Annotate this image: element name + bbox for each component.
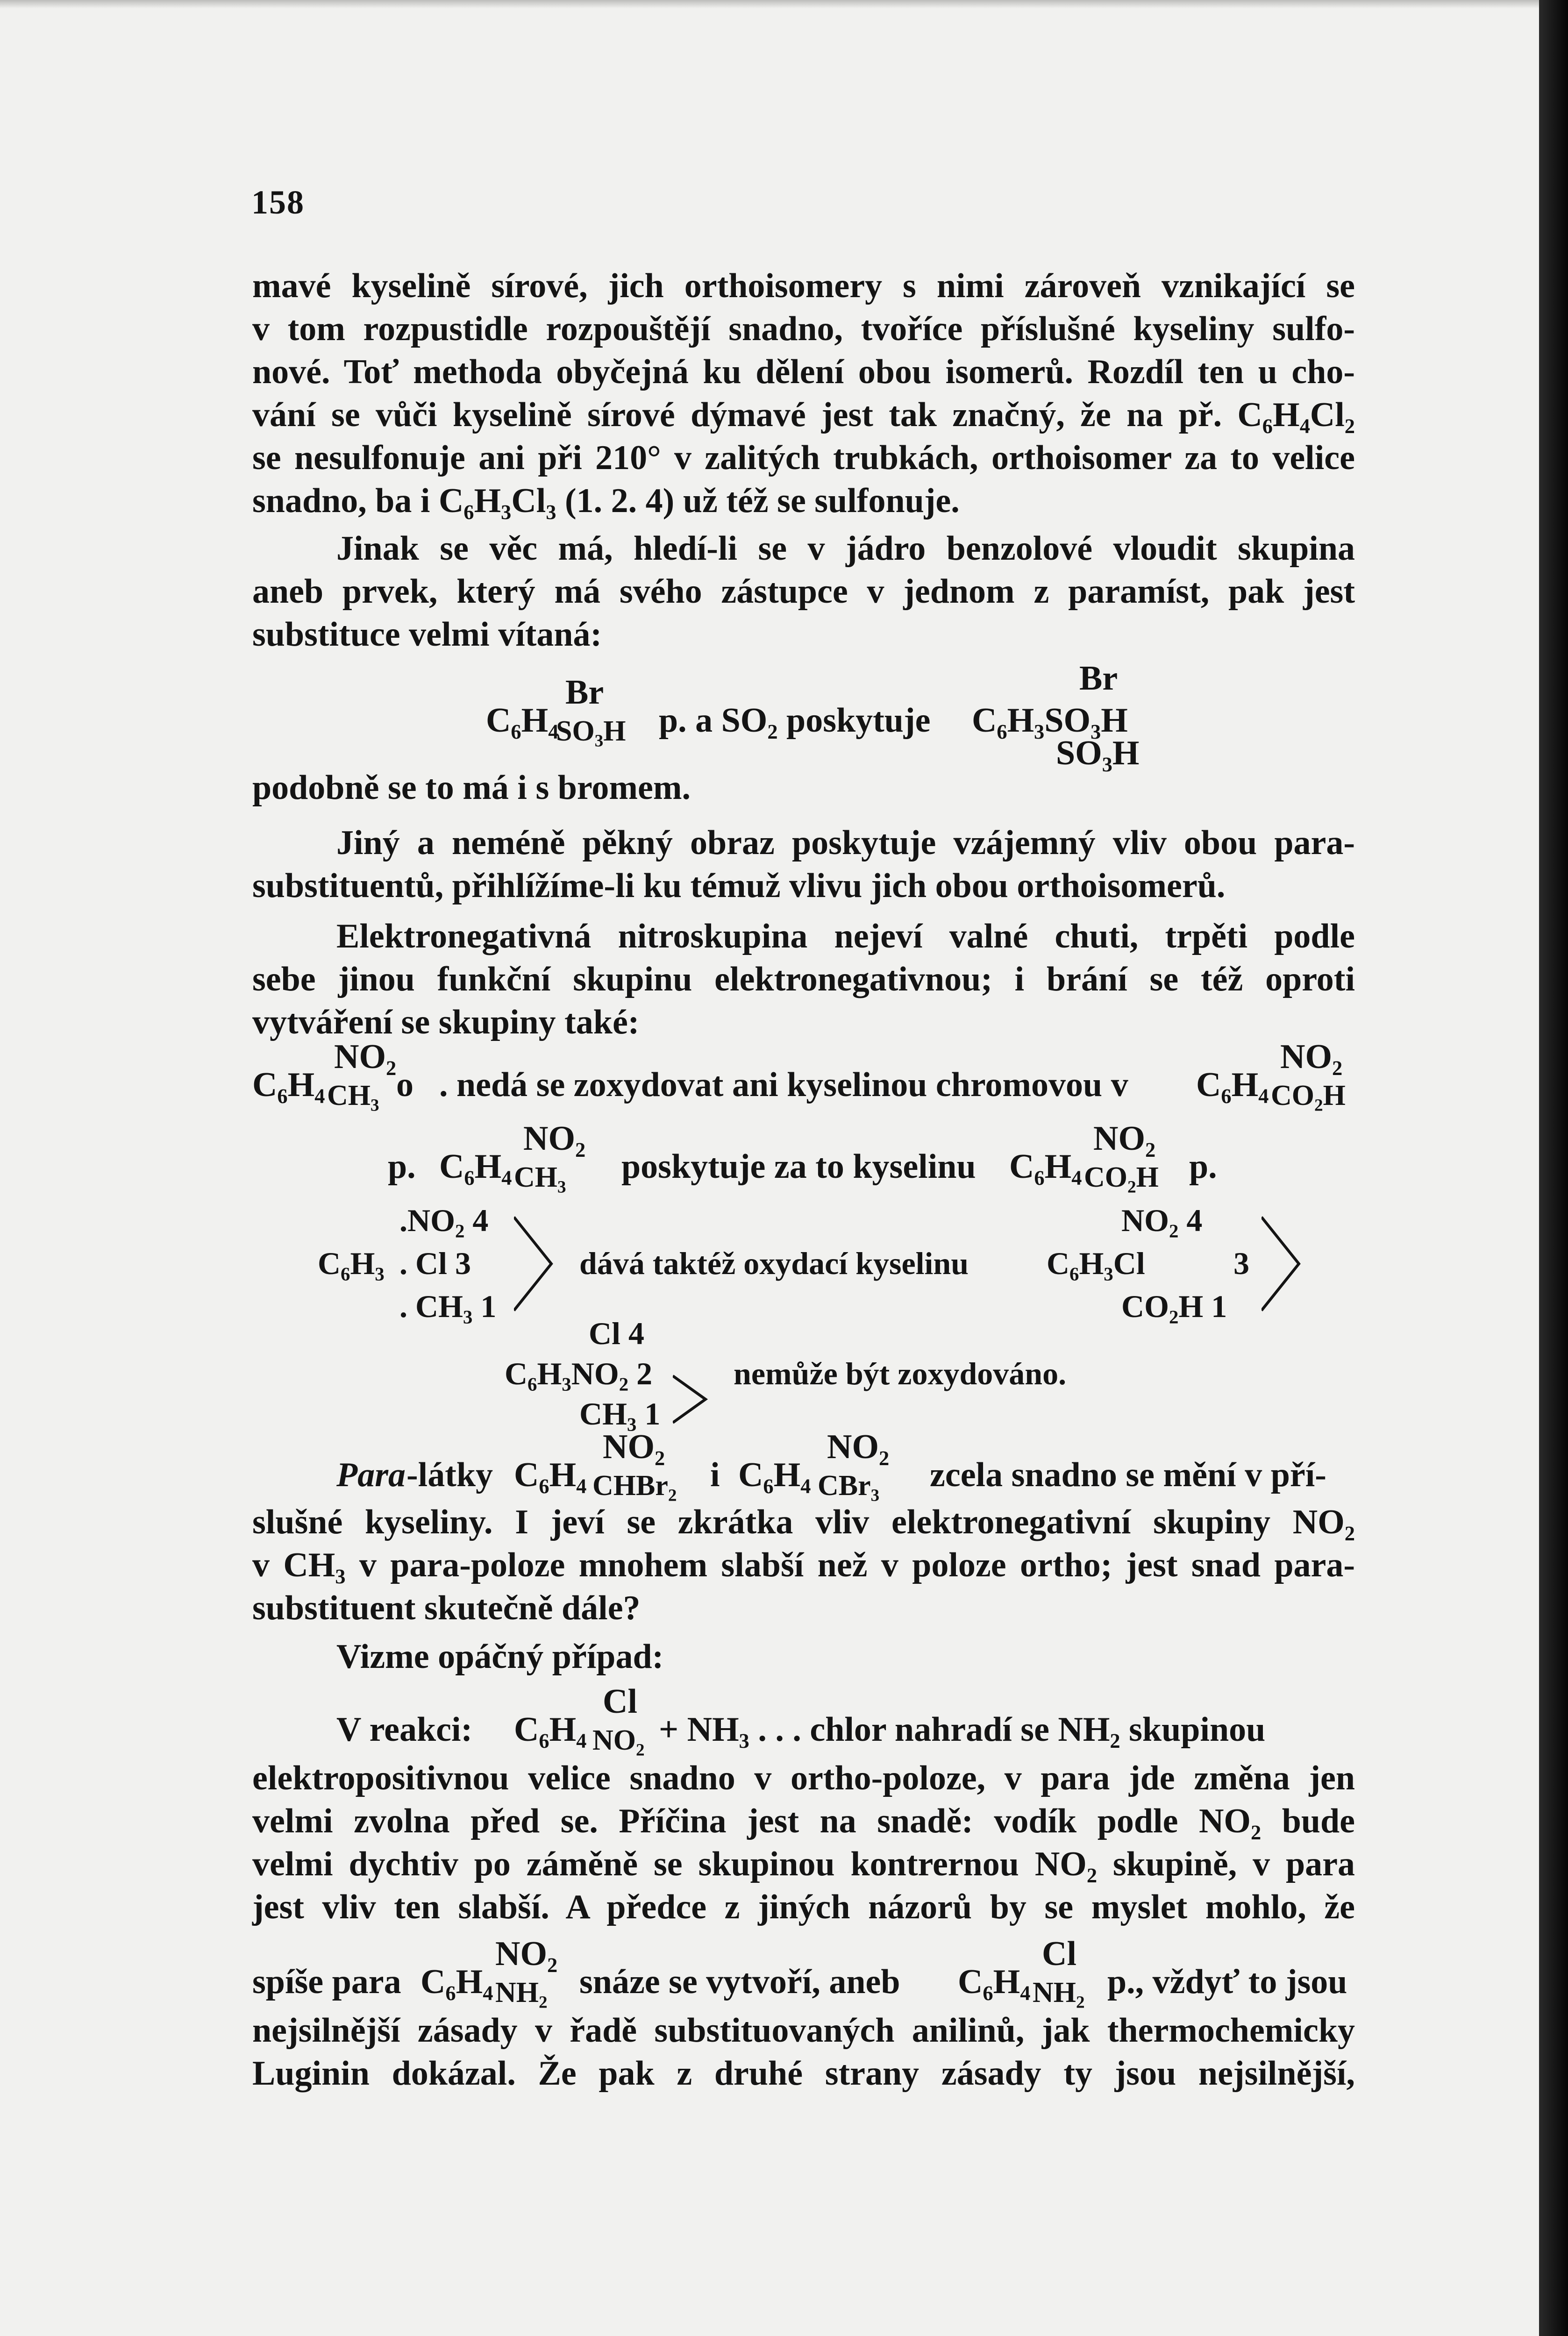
text-line: aneb prvek, který má svého zástupce v jednom z paramíst, pak jest (252, 572, 1355, 611)
text-line: substituce velmi vítaná: (252, 615, 602, 654)
text-line: elektropositivnou velice snadno v ortho-poloze, v para jde změna jen (252, 1759, 1355, 1797)
text-line: nejsilnější zásady v řadě substituovaných anilinů, jak thermochemicky (252, 2011, 1355, 2050)
text-line: Elektronegativná nitroskupina nejeví valné chuti, trpěti podle (336, 917, 1355, 955)
paragraph-4 (252, 915, 1355, 1044)
text-line: v CH₃ v para-poloze mnohem slabší než v poloze ortho; jest snad para- (252, 1546, 1355, 1584)
text-line: slušné kyseliny. I jeví se zkrátka vliv elektronegativní skupiny NO₂ (252, 1503, 1355, 1541)
page-top-shadow (0, 0, 1568, 8)
text-line: Jiný a neméně pěkný obraz poskytuje vzájemný vliv obou para- (336, 824, 1355, 862)
page-number: 158 (251, 184, 305, 221)
text-vizme: Vizme opáčný případ: (336, 1638, 664, 1676)
paragraph-1 (252, 264, 1355, 522)
text-line: Jinak se věc má, hledí-li se v jádro benzolové vloudit skupina (336, 529, 1355, 568)
paragraph-6 (252, 1757, 1355, 1929)
paragraph-5 (252, 1501, 1355, 1630)
text-line: substituentů, přihlížíme-li ku témuž vlivu jich obou orthoisomerů. (252, 867, 1226, 905)
text-line: nové. Toť methoda obyčejná ku dělení obou isomerů. Rozdíl ten u cho- (252, 353, 1355, 391)
text-line: snadno, ba i C₆H₃Cl₃ (1. 2. 4) už též se sulfonuje. (252, 482, 960, 520)
text-line: mavé kyselině sírové, jich orthoisomery s nimi zároveň vznikající se (252, 267, 1355, 305)
text-line: sebe jinou funkční skupinu elektronegativnou; i brání se též oproti (252, 960, 1355, 998)
text-line: velmi dychtiv po záměně se skupinou kontrernou NO₂ skupině, v para (252, 1845, 1355, 1883)
text-line: vytváření se skupiny také: (252, 1003, 640, 1041)
text-line: se nesulfonuje ani při 210° v zalitých trubkách, orthoisomer za to velice (252, 439, 1355, 477)
book-page: 158 mavé kyselině sírové, jich orthoisomery s nimi zároveň vznikající se v tom rozpustidle rozpouštějí snadno, tvoříce příslušné kyseliny sulfo- nové. Toť methoda obyčejná ku dělení obou isomerů. Rozdíl ten u cho- vání se vůči kyselině sírové dýmavé jest tak značný, že na př. C₆H₄Cl₂ se nesulfonuje ani při 210° v zalitých trubkách, orthoisomer za to velice snadno, ba i C₆H₃Cl₃ (1. 2. 4) už též se sulfonuje. Jinak se věc má, hledí-li se v jádro benzolové vloudit skupina aneb prvek, který má svého zástupce v jednom z paramíst, pak jest substituce velmi vítaná: C₆H₄ Br SO₃H p. a SO₂ poskytuje C₆H₃SO₃H Br SO₃H podobně se to má i s bromem. Jiný a neméně pěkný obraz poskytuje vzájemný vliv obou para- substituentů, přihlížíme-li ku témuž vlivu jich obou orthoisomerů. Elektronegativná nitroskupina nejeví valné chuti, trpěti podle sebe jinou funkční skupinu elektronegativnou; i brání se též oproti vytváření se skupiny také: C₆H₄ NO₂ CH₃ o . nedá se zoxydovat ani kyselinou chromovou v C₆H₄ NO₂ CO₂H p. C₆H₄ NO₂ CH₃ poskytuje za to kyselinu C₆H₄ NO₂ CO₂H p. C₆H₃ .NO₂ 4 . Cl 3 . CH₃ 1 dává taktéž oxydací kyselinu C₆H₃Cl NO₂ 4 3 CO₂H 1 Cl 4 C₆H₃NO₂ 2 CH₃ 1 nemůže být zoxydováno. Para -látky C₆H₄ NO₂ CHBr₂ i C₆H₄ NO₂ CBr₃ zcela snadno se mění v pří- slušné kyseliny. I jeví se zkrátka vliv elektronegativní skupiny NO₂ v CH₃ v para-poloze mnohem slabší než v poloze ortho; jest snad para- substituent skutečně dále? Vizme opáčný případ: V reakci: C₆H₄ Cl NO₂ + NH₃ . . . chlor nahradí se NH₂ skupinou elektropositivnou velice snadno v ortho-poloze, v para jde změna jen velmi zvolna před se. Příčina jest na snadě: vodík podle NO₂ bude velmi dychtiv po záměně se skupinou kontrernou NO₂ skupině, v para jest vliv ten slabší. A předce z jiných názorů by se myslet mohlo, že spíše para C₆H₄ NO₂ NH₂ snáze se vytvoří, aneb C₆H₄ Cl NH₂ p., vždyť to jsou nejsilnější zásady v řadě substituovaných anilinů, jak thermochemicky Luginin dokázal. Že pak z druhé strany zásady ty jsou nejsilnější, (0, 0, 1568, 2336)
text-line: vání se vůči kyselině sírové dýmavé jest tak značný, že na př. C₆H₄Cl₂ (252, 396, 1355, 434)
text-bromem: podobně se to má i s bromem. (252, 769, 691, 807)
paragraph-2 (252, 527, 1355, 656)
page-right-edge (1539, 0, 1568, 2336)
paragraph-3 (252, 821, 1355, 907)
text-line: v tom rozpustidle rozpouštějí snadno, tvoříce příslušné kyseliny sulfo- (252, 310, 1355, 348)
bracket-icon (673, 1371, 710, 1427)
bracket-icon (514, 1212, 556, 1315)
text-line: jest vliv ten slabší. A předce z jiných názorů by se myslet mohlo, že (252, 1888, 1355, 1926)
bracket-icon (1262, 1212, 1304, 1315)
text-line: velmi zvolna před se. Příčina jest na snadě: vodík podle NO₂ bude (252, 1802, 1355, 1840)
text-line: Luginin dokázal. Že pak z druhé strany zásady ty jsou nejsilnější, (252, 2054, 1355, 2093)
paragraph-7 (252, 2009, 1355, 2095)
text-line: substituent skutečně dále? (252, 1589, 641, 1627)
